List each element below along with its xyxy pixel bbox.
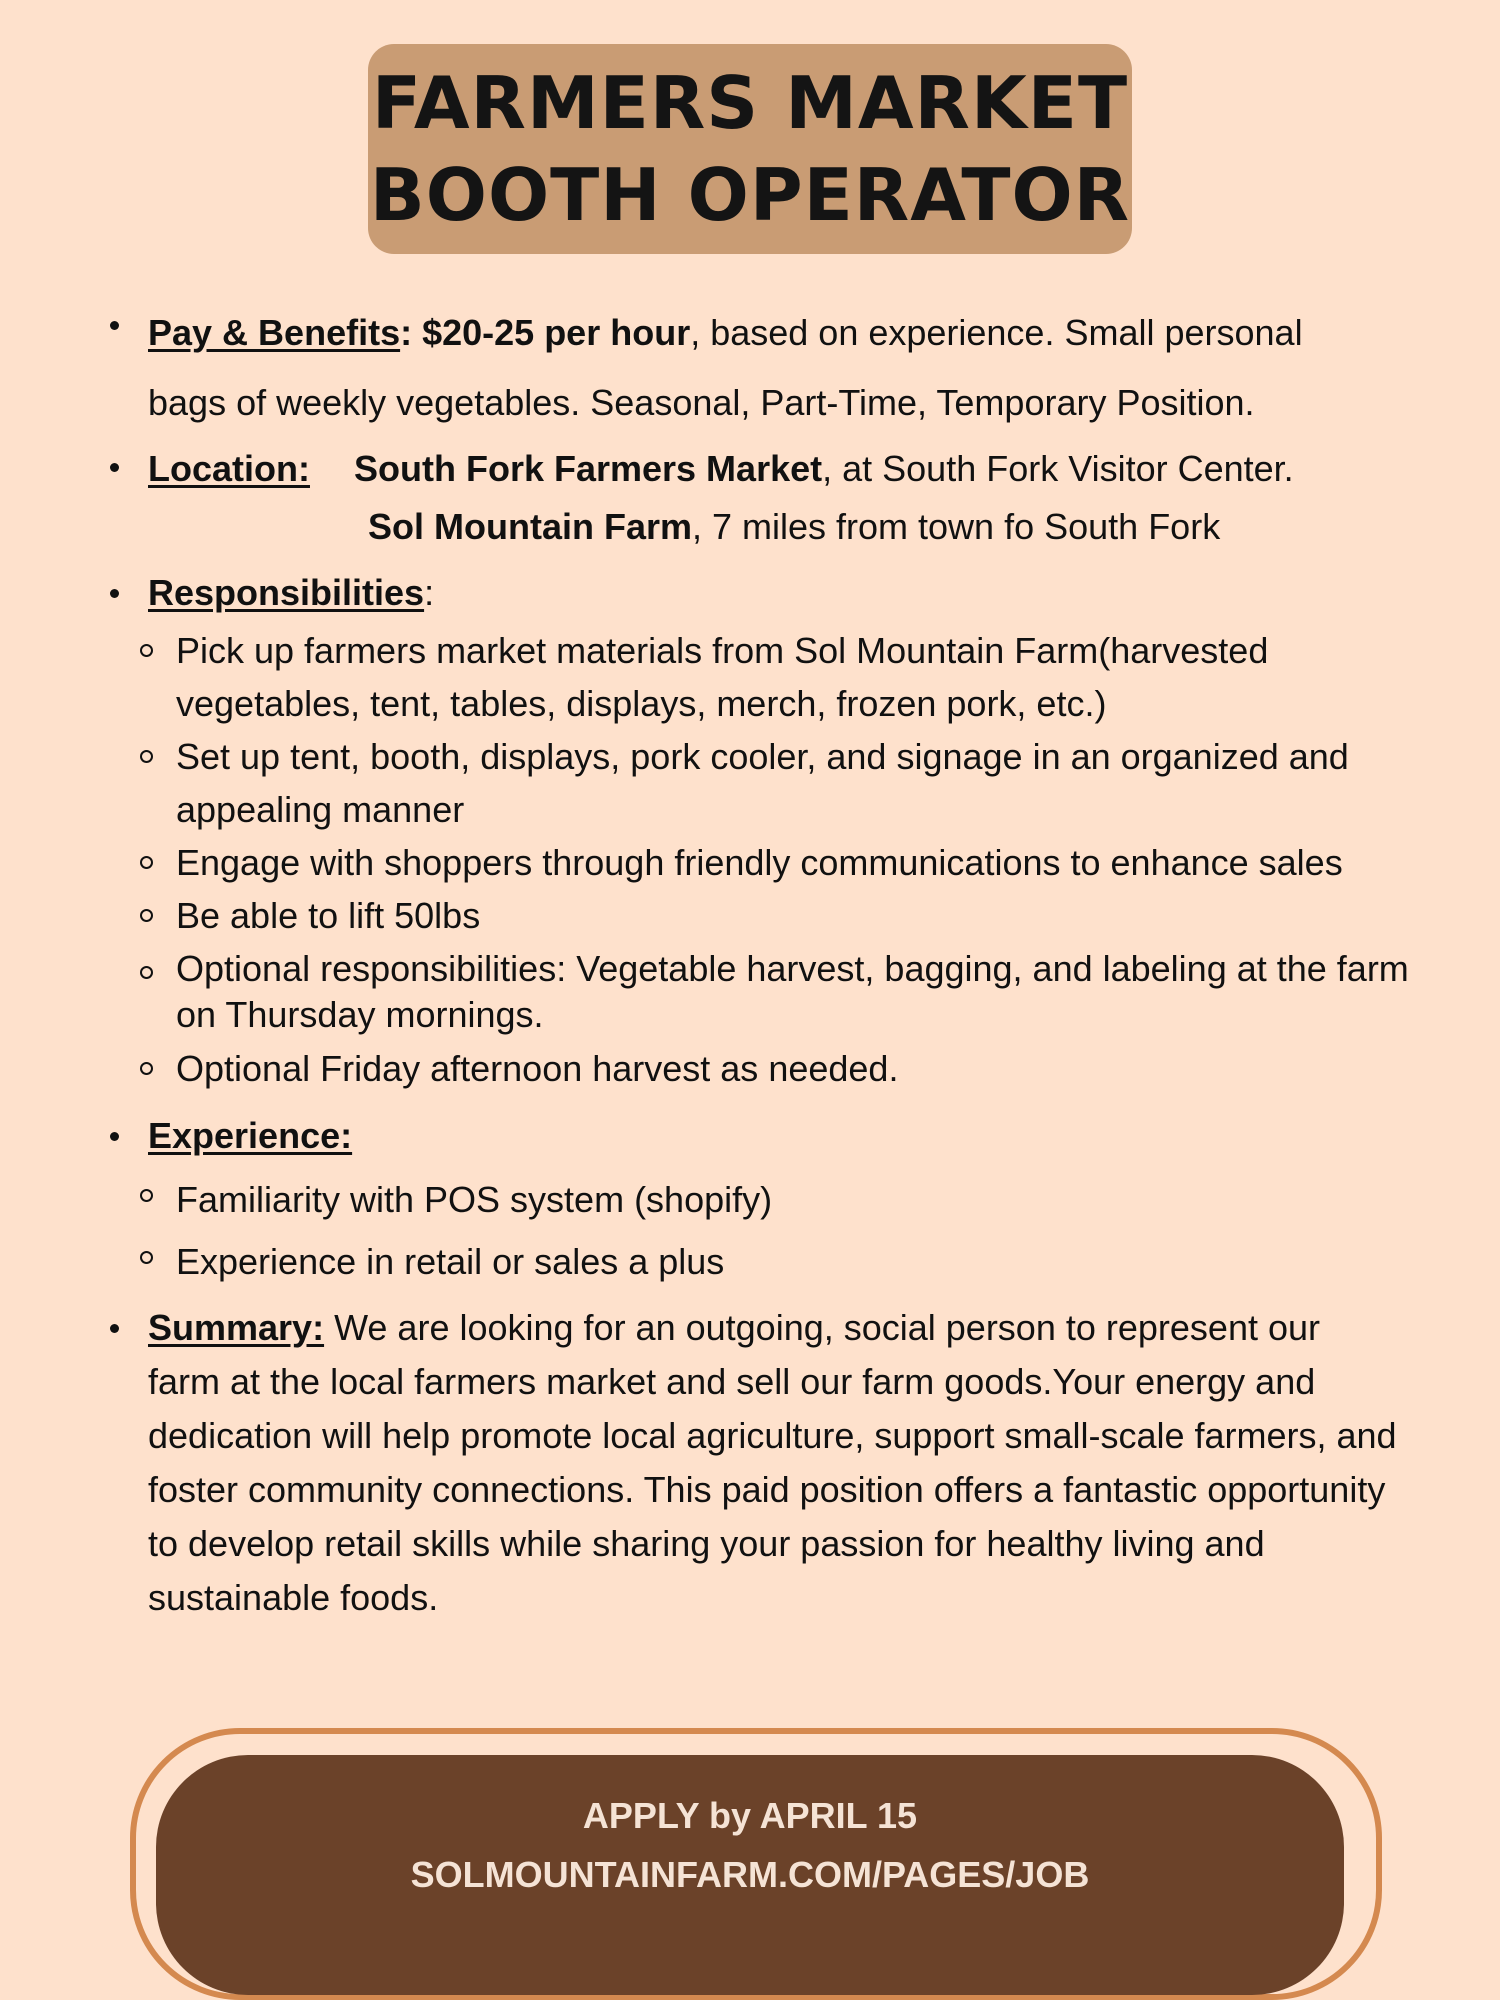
title-line-1: FARMERS MARKET [371,61,1129,145]
location-place-2: Sol Mountain Farm [368,506,692,547]
responsibilities-list [110,624,1410,1095]
apply-url[interactable]: SOLMOUNTAINFARM.COM/PAGES/JOB [410,1854,1090,1895]
list-item: Experience in retail or sales a plus [110,1231,1410,1293]
responsibilities-colon: : [424,572,435,613]
pay-rate: $20-25 per hour [412,312,691,353]
pay-label: Pay & Benefits [148,312,401,353]
location-place-1: South Fork Farmers Market [353,448,823,489]
details-list [110,298,1410,1625]
list-item: Pick up farmers market materials from Sol Mountain Farm(harvested vegetables, tent, tables, displays, merch, frozen pork, etc.) [110,624,1410,730]
summary-section [110,1301,1400,1625]
experience-section [110,1109,1410,1293]
title-line-2: BOOTH OPERATOR [369,153,1131,237]
location-place-2-rest: , 7 miles from town fo South Fork [692,506,1221,547]
pay-colon: : [400,312,413,353]
job-details [110,298,1410,1625]
location-place-1-rest: , at South Fork Visitor Center. [822,448,1294,489]
pay-text-1: , based on experience. Small personal [690,312,1303,353]
list-item: Familiarity with POS system (shopify) [110,1169,1410,1231]
summary-label: Summary: [148,1307,325,1348]
list-item: Be able to lift 50lbs [110,889,1410,942]
location-label: Location: [148,448,310,489]
list-item: Optional responsibilities: Vegetable harvest, bagging, and labeling at the farm on Thursday mornings. [110,946,1410,1038]
location-section [110,440,1410,556]
pay-text-2: bags of weekly vegetables. Seasonal, Part-Time, Temporary Position. [148,382,1255,423]
list-item: Engage with shoppers through friendly communications to enhance sales [110,836,1410,889]
location-line-2 [148,498,1410,556]
pay-section [110,298,1410,438]
experience-list [110,1169,1410,1293]
title-box [368,44,1132,254]
apply-deadline: APPLY by APRIL 15 [582,1795,918,1836]
responsibilities-section [110,566,1410,1095]
list-item: Set up tent, booth, displays, pork cooler, and signage in an organized and appealing manner [110,730,1410,836]
experience-label: Experience: [148,1115,353,1156]
responsibilities-label: Responsibilities [148,572,425,613]
summary-text: We are looking for an outgoing, social person to represent our farm at the local farmers market and sell our farm goods.Your energy and dedication will help promote local agriculture, support small-scale farmers, and foster community connections. This paid position offers a fantastic opportunity to develop retail skills while sharing your passion for healthy living and sustainable foods. [148,1307,1397,1618]
list-item: Optional Friday afternoon harvest as needed. [110,1042,1410,1095]
